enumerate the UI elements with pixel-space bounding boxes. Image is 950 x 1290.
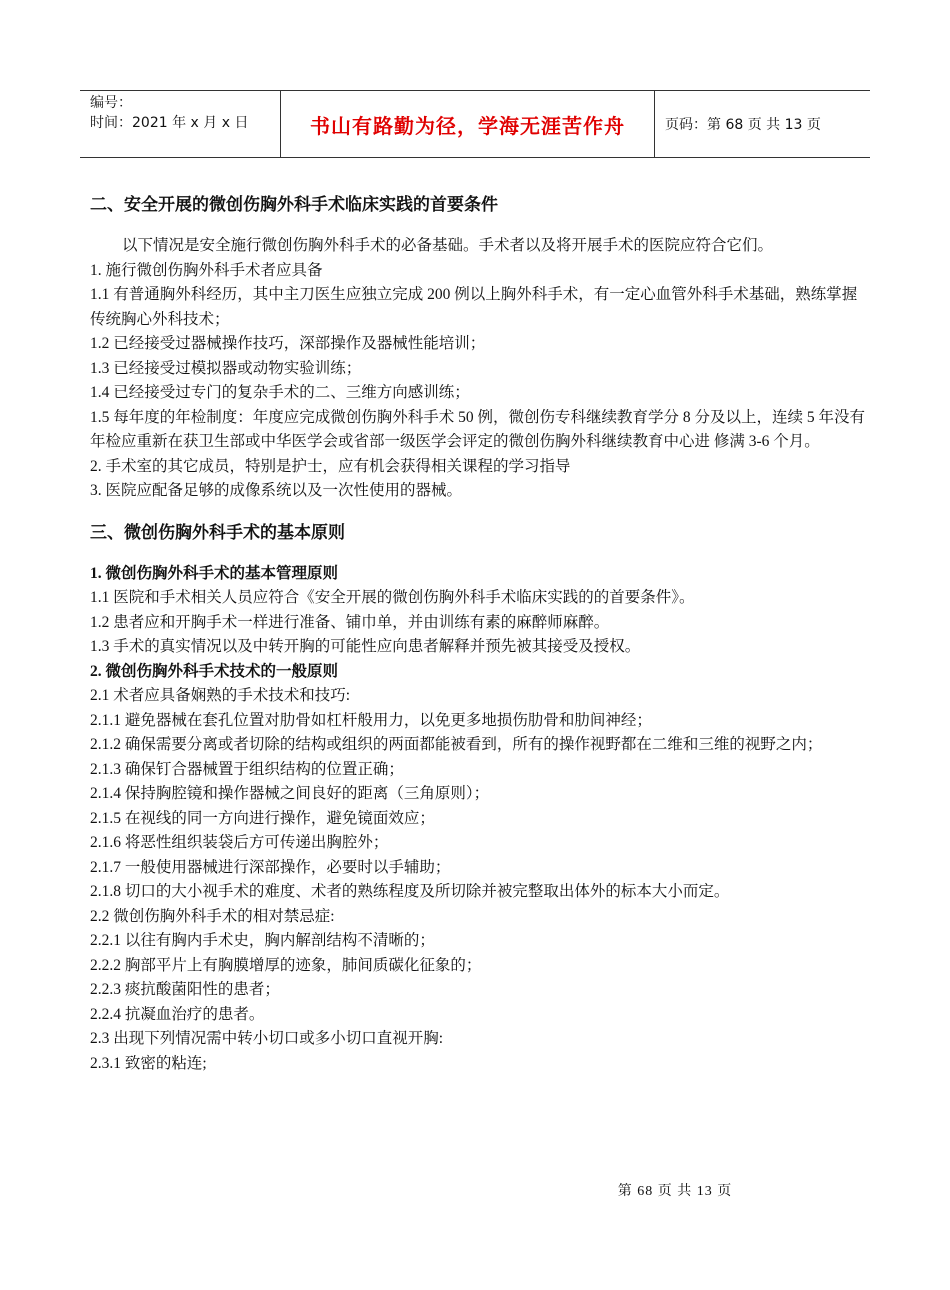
- paragraph: 1.3 手术的真实情况以及中转开胸的可能性应向患者解释并预先被其接受及授权。: [90, 638, 641, 655]
- page-header: [80, 90, 870, 158]
- paragraph: 2.1.8 切口的大小视手术的难度、术者的熟练程度及所切除并被完整取出体外的标本大小而定。: [90, 883, 730, 900]
- paragraph: 2.1.5 在视线的同一方向进行操作，避免镜面效应；: [90, 809, 435, 827]
- paragraph: 2.1.4 保持胸腔镜和操作器械之间良好的距离（三角原则）；: [90, 785, 490, 802]
- paragraph: 1. 施行微创伤胸外科手术者应具备: [90, 261, 323, 279]
- header-page-info: 页码：第 68 页 共 13 页: [665, 117, 821, 133]
- header-meta: [80, 91, 280, 157]
- paragraph: 1.3 已经接受过模拟器或动物实验训练；: [90, 359, 362, 377]
- section-3-title: 三、微创伤胸外科手术的基本原则: [90, 522, 345, 543]
- paragraph: 2.1.2 确保需要分离或者切除的结构或组织的两面都能被看到，所有的操作视野都在二维和三维的视野之内；: [90, 736, 823, 753]
- paragraph: 2.2.3 痰抗酸菌阳性的患者；: [90, 981, 280, 998]
- page-footer: 第 68 页 共 13 页: [617, 1184, 733, 1199]
- paragraph: 3. 医院应配备足够的成像系统以及一次性使用的器械。: [90, 482, 463, 499]
- document-time-label: 时间：2021 年 x 月 x 日: [90, 115, 249, 131]
- paragraph: 以下情况是安全施行微创伤胸外科手术的必备基础。手术者以及将开展手术的医院应符合它们。: [122, 237, 774, 254]
- paragraph: 2.3.1 致密的粘连;: [90, 1054, 207, 1072]
- paragraph: 2. 手术室的其它成员，特别是护士，应有机会获得相关课程的学习指导: [90, 457, 571, 475]
- document-number-label: 编号：: [90, 95, 132, 111]
- paragraph: 2.1.6 将恶性组织装袋后方可传递出胸腔外；: [90, 834, 389, 851]
- paragraph: 2.2 微创伤胸外科手术的相对禁忌症:: [90, 907, 335, 925]
- header-motto: 书山有路勤为径，学海无涯苦作舟: [280, 91, 655, 157]
- paragraph: 2.2.2 胸部平片上有胸膜增厚的迹象，肺间质碳化征象的；: [90, 956, 482, 974]
- paragraph: 2.1.3 确保钉合器械置于组织结构的位置正确；: [90, 760, 404, 778]
- paragraph: 2.2.1 以往有胸内手术史，胸内解剖结构不清晰的；: [90, 932, 435, 949]
- paragraph: 2.2.4 抗凝血治疗的患者。: [90, 1005, 265, 1023]
- document-body: [90, 190, 865, 1076]
- subsection-2-title: 2. 微创伤胸外科手术技术的一般原则: [90, 662, 339, 680]
- paragraph: 1.2 患者应和开胸手术一样进行准备、铺巾单，并由训练有素的麻醉师麻醉。: [90, 613, 610, 631]
- paragraph: 2.1.7 一般使用器械进行深部操作，必要时以手辅助；: [90, 858, 451, 876]
- subsection-1-title: 1. 微创伤胸外科手术的基本管理原则: [90, 564, 339, 582]
- paragraph: 1.4 已经接受过专门的复杂手术的二、三维方向感训练；: [90, 384, 470, 401]
- paragraph: 1.1 有普通胸外科经历，其中主刀医生应独立完成 200 例以上胸外科手术，有一定心血管外科手术基础，熟练掌握传统胸心外科技术；: [90, 286, 858, 328]
- paragraph: 1.1 医院和手术相关人员应符合《安全开展的微创伤胸外科手术临床实践的的首要条件》。: [90, 589, 695, 606]
- paragraph: 2.3 出现下列情况需中转小切口或多小切口直视开胸:: [90, 1030, 444, 1047]
- paragraph: 2.1 术者应具备娴熟的手术技术和技巧:: [90, 687, 351, 704]
- paragraph: 1.5 每年度的年检制度：年度应完成微创伤胸外科手术 50 例，微创伤专科继续教育学分 8 分及以上，连续 5 年没有年检应重新在获卫生部或中华医学会或省部一级医学会评定的微创伤胸外科继续教育中心进 修满 3-6 个月。: [90, 408, 866, 450]
- paragraph: 2.1.1 避免器械在套孔位置对肋骨如杠杆般用力，以免更多地损伤肋骨和肋间神经；: [90, 711, 652, 729]
- paragraph: 1.2 已经接受过器械操作技巧，深部操作及器械性能培训；: [90, 335, 486, 352]
- section-2-title: 二、安全开展的微创伤胸外科手术临床实践的首要条件: [90, 195, 498, 215]
